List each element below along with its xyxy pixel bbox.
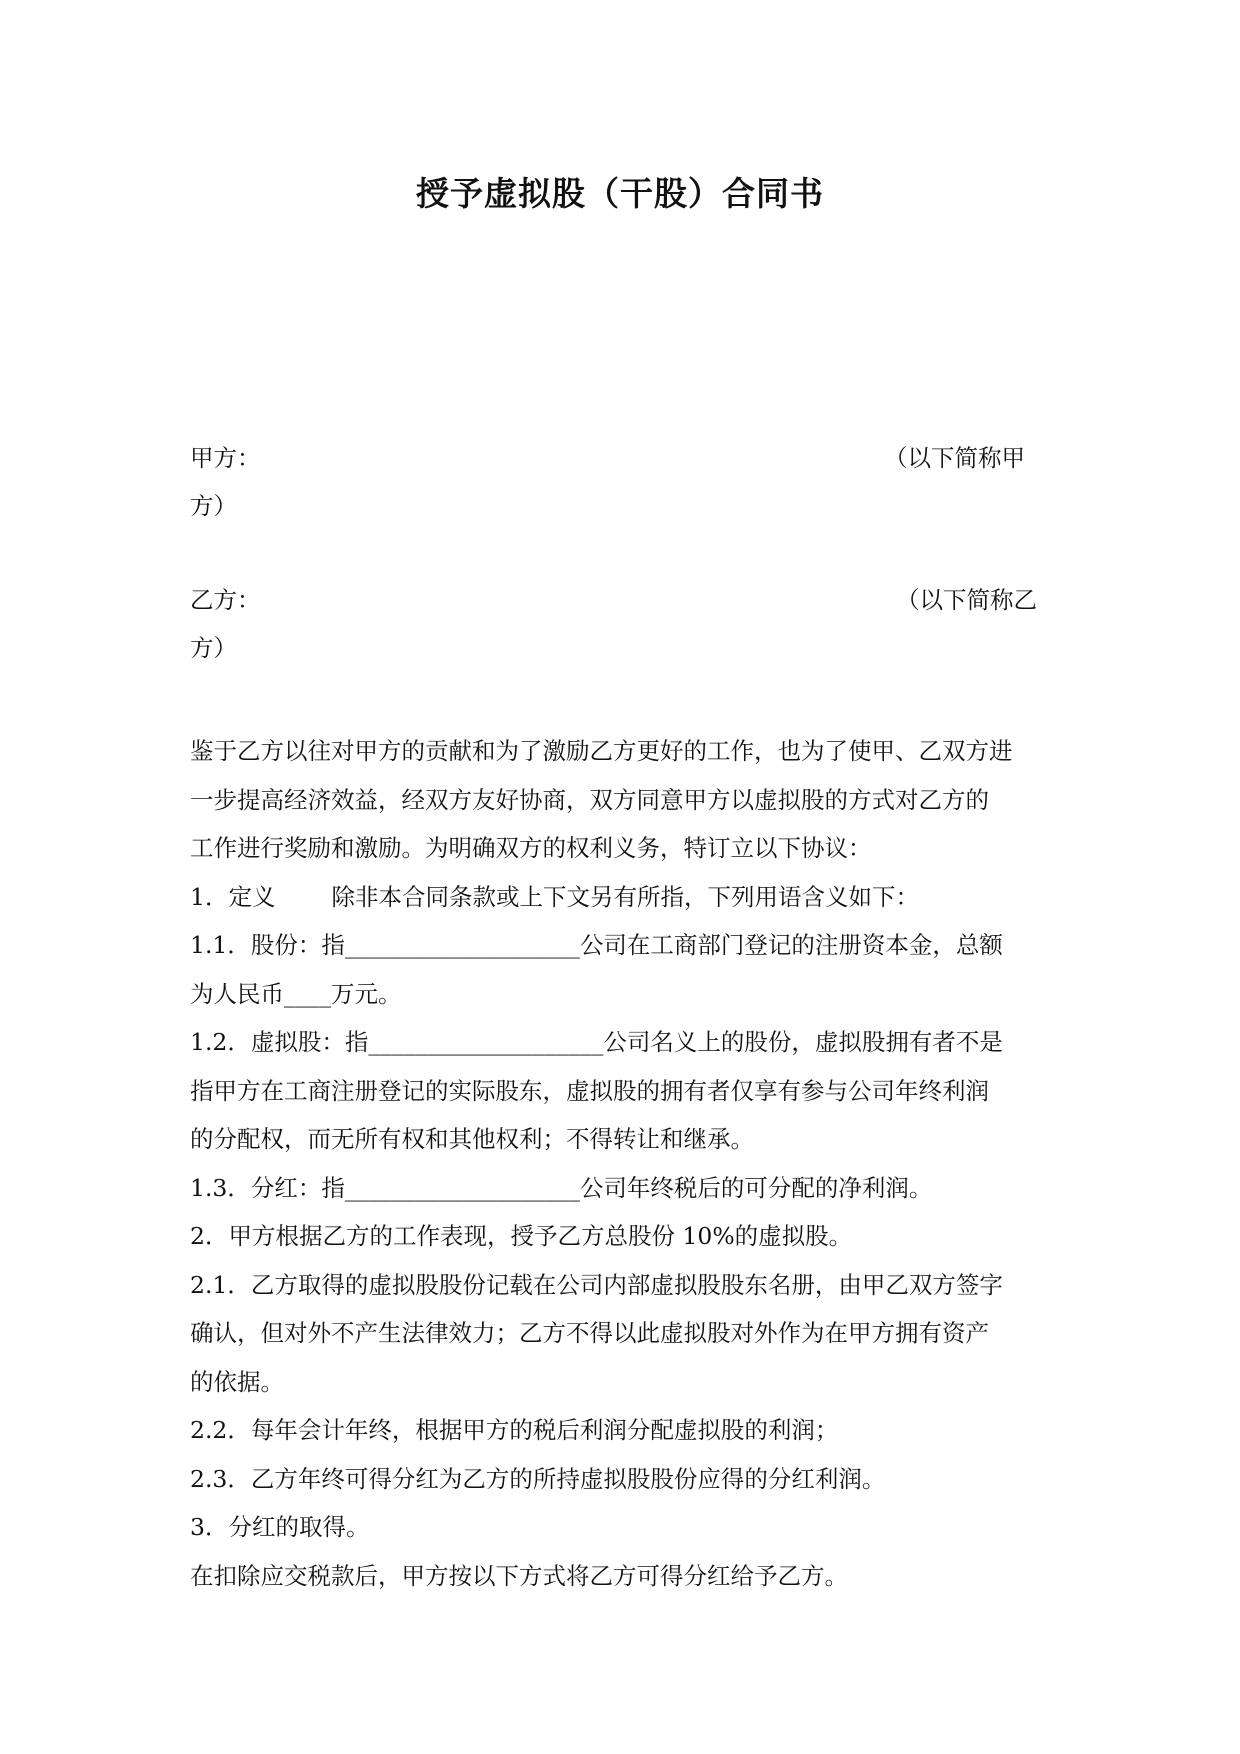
party-a-note: （以下简称甲 <box>884 444 1025 472</box>
party-a-label: 甲方： <box>190 444 261 472</box>
clause-line: 的依据。 <box>190 1367 284 1396</box>
paragraph-line: 工作进行奖励和激励。为明确双方的权利义务，特订立以下协议： <box>190 834 872 862</box>
party-b-label: 乙方： <box>190 586 261 614</box>
clause-line: 1.3．分红：指____________________公司年终税后的可分配的净利润。 <box>190 1173 933 1202</box>
clause-line: 2.2．每年会计年终，根据甲方的税后利润分配虚拟股的利润； <box>190 1416 839 1444</box>
contract-body <box>190 727 1070 1600</box>
clause-1-line <box>190 873 1070 922</box>
clause-line: 2.3．乙方年终可得分红为乙方的所持虚拟股股份应得的分红利润。 <box>190 1464 886 1493</box>
clause-line: 的分配权，而无所有权和其他权利；不得转让和继承。 <box>190 1125 754 1153</box>
paragraph-line: 鉴于乙方以往对甲方的贡献和为了激励乙方更好的工作，也为了使甲、乙双方进 <box>190 737 1013 765</box>
party-b-note: （以下简称乙 <box>896 586 1037 614</box>
clause-line: 指甲方在工商注册登记的实际股东，虚拟股的拥有者仅享有参与公司年终利润 <box>190 1076 989 1105</box>
clause-1-intro: 除非本合同条款或上下文另有所指，下列用语含义如下： <box>331 882 919 911</box>
document-title: 授予虚拟股（干股）合同书 <box>416 174 824 213</box>
paragraph-line: 一步提高经济效益，经双方友好协商，双方同意甲方以虚拟股的方式对乙方的 <box>190 785 989 814</box>
clause-1-heading: 1．定义 <box>190 882 276 911</box>
clause-line: 2.1．乙方取得的虚拟股股份记载在公司内部虚拟股股东名册，由甲乙双方签字 <box>190 1270 1003 1299</box>
clause-line: 为人民币____万元。 <box>190 979 402 1008</box>
party-a-note-cont: 方） <box>190 492 237 520</box>
clause-line: 1.2．虚拟股：指____________________公司名义上的股份，虚拟股拥有者不是 <box>190 1028 1003 1056</box>
clause-line: 3．分红的取得。 <box>190 1513 370 1541</box>
party-b-note-cont: 方） <box>190 634 237 662</box>
clause-line: 2．甲方根据乙方的工作表现，授予乙方总股份 10%的虚拟股。 <box>190 1222 853 1250</box>
clause-line: 在扣除应交税款后，甲方按以下方式将乙方可得分红给予乙方。 <box>190 1561 848 1590</box>
clause-line: 1.1．股份：指____________________公司在工商部门登记的注册资本金，总额 <box>190 931 1003 959</box>
clause-line: 确认，但对外不产生法律效力；乙方不得以此虚拟股对外作为在甲方拥有资产 <box>190 1319 989 1347</box>
